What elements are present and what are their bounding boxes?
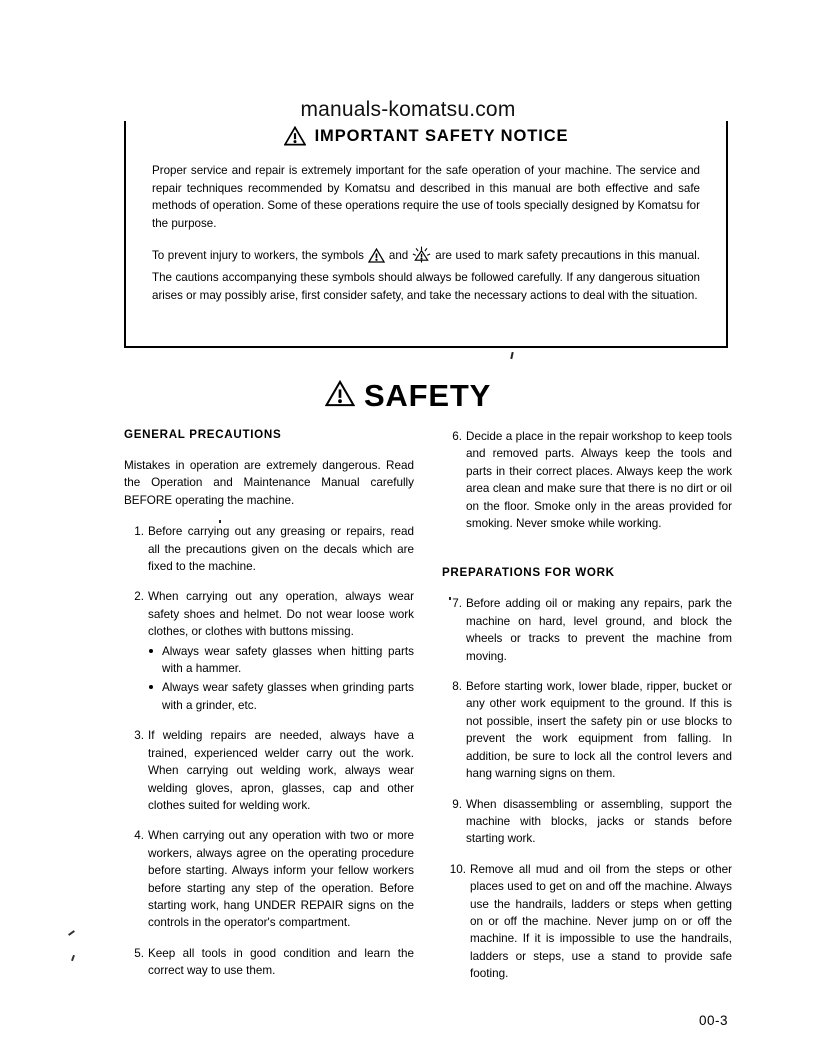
list-item-sub xyxy=(148,643,414,678)
list-item-text: Decide a place in the repair workshop to keep tools and removed parts. Always keep the tools and parts in their correct places. Always keep the work area clean and make sure that there is no dirt or oil on the floor. Smoke only in the areas provided for smoking. Never smoke while working. xyxy=(466,430,732,531)
list-item-text: When carrying out any operation with two or more workers, always agree on the operating procedure before starting. Always inform your fellow workers before starting any step of the operation. Before starting work, hang UNDER REPAIR signs on the controls in the operator's compartment. xyxy=(148,829,414,930)
list-item-number: 5. xyxy=(134,946,144,960)
watermark-text: manuals-komatsu.com xyxy=(296,99,519,121)
list-item-number: 8. xyxy=(452,680,462,694)
list-item xyxy=(124,945,414,980)
list-item xyxy=(124,727,414,814)
bullet-icon xyxy=(149,685,153,689)
warning-triangle-icon xyxy=(368,248,385,269)
notice-paragraph-2-part-1: To prevent injury to workers, the symbols xyxy=(152,249,364,263)
list-item-number: 6. xyxy=(452,430,462,443)
scan-artifact xyxy=(219,520,221,523)
list-item-text: When carrying out any operation, always wear safety shoes and helmet. Do not wear loose work clothes, or clothes with buttons missing. xyxy=(148,590,414,639)
list-item xyxy=(442,861,732,983)
list-item xyxy=(442,595,732,665)
general-precautions-list xyxy=(124,523,414,979)
warning-burst-triangle-icon xyxy=(412,246,431,269)
warning-triangle-icon xyxy=(325,380,355,412)
list-item xyxy=(124,827,414,931)
list-item xyxy=(442,796,732,848)
list-item-number: 1. xyxy=(134,525,144,539)
important-safety-notice-box xyxy=(124,110,728,348)
preparations-for-work-list xyxy=(442,595,732,982)
scan-artifact xyxy=(71,955,75,961)
warning-triangle-icon xyxy=(284,126,306,146)
notice-paragraph-2-conjunction: and xyxy=(388,249,409,263)
scan-artifact xyxy=(68,930,75,936)
list-item-number: 4. xyxy=(134,829,144,843)
site-watermark xyxy=(0,99,816,121)
list-item-text: When disassembling or assembling, support the machine with blocks, jacks or stands before starting work. xyxy=(466,797,732,846)
list-item-sub-list xyxy=(148,643,414,715)
scan-artifact xyxy=(510,352,513,359)
general-precautions-list-continued xyxy=(442,428,732,532)
section-title-preparations-for-work: PREPARATIONS FOR WORK xyxy=(442,566,615,580)
list-item-sub xyxy=(148,679,414,714)
list-item xyxy=(442,678,732,782)
left-column xyxy=(124,428,414,983)
list-item-number: 9. xyxy=(452,797,462,811)
list-item-text: Before carrying out any greasing or repairs, read all the precautions given on the decals which are fixed to the machine. xyxy=(148,525,414,574)
content-columns xyxy=(124,428,732,983)
right-column xyxy=(442,428,732,983)
notice-body xyxy=(152,162,700,304)
page-number: 00-3 xyxy=(698,1013,728,1028)
notice-title-row xyxy=(126,126,726,146)
list-item-number: 10. xyxy=(449,862,466,876)
list-item-number: 2. xyxy=(134,590,144,604)
notice-paragraph-2 xyxy=(152,246,700,304)
list-item-number: 7. xyxy=(452,597,462,611)
list-item-text: Keep all tools in good condition and learn the correct way to use them. xyxy=(148,946,414,978)
safety-heading-label: SAFETY xyxy=(363,378,492,413)
list-item-text: Before starting work, lower blade, ripper, bucket or any other work equipment to the ground. If this is not possible, insert the safety pin or use blocks to prevent the work equipment from falling. In addition, be sure to lock all the control levers and hang warning signs on them. xyxy=(466,680,732,781)
bullet-icon xyxy=(149,649,153,653)
general-precautions-intro: Mistakes in operation are extremely dangerous. Read the Operation and Maintenance Manual carefully BEFORE operating the machine. xyxy=(124,459,414,507)
notice-title-text: IMPORTANT SAFETY NOTICE xyxy=(314,126,569,145)
scan-artifact xyxy=(449,597,451,600)
list-item-number: 3. xyxy=(134,729,144,743)
list-item-sub-text: Always wear safety glasses when grinding parts with a grinder, etc. xyxy=(162,681,414,712)
list-item-text: Remove all mud and oil from the steps or other places used to get on and off the machine. Always use the handrails, ladders or steps when getting on or off the machine. Never jump on or off the machine. If it is impossible to use the handrails, ladders or steps, use a stand to provide safe footing. xyxy=(470,862,732,981)
list-item xyxy=(442,428,732,532)
section-title-general-precautions: GENERAL PRECAUTIONS xyxy=(124,428,282,441)
list-item-sub-text: Always wear safety glasses when hitting parts with a hammer. xyxy=(162,644,414,676)
list-item-text: If welding repairs are needed, always have a trained, experienced welder carry out the work. When carrying out welding work, always wear welding gloves, apron, glasses, cap and other clothes suited for welding work. xyxy=(148,729,414,812)
notice-paragraph-2-part-2: are used to mark safety precautions in this manual. The cautions accompanying these symbols should always be followed carefully. If any dangerous situation arises or may possibly arise, first consider safety, and take the necessary actions to deal with the situation. xyxy=(152,249,700,302)
notice-paragraph-1: Proper service and repair is extremely important for the safe operation of your machine. The service and repair techniques recommended by Komatsu and described in this manual are both effective and safe methods of operation. Some of these operations require the use of tools specially designed by Komatsu for the purpose. xyxy=(152,164,700,230)
list-item xyxy=(124,523,414,575)
list-item xyxy=(124,588,414,714)
safety-heading xyxy=(0,378,816,414)
list-item-text: Before adding oil or making any repairs, park the machine on hard, level ground, and block the wheels or tracks to prevent the machine from moving. xyxy=(466,597,732,663)
